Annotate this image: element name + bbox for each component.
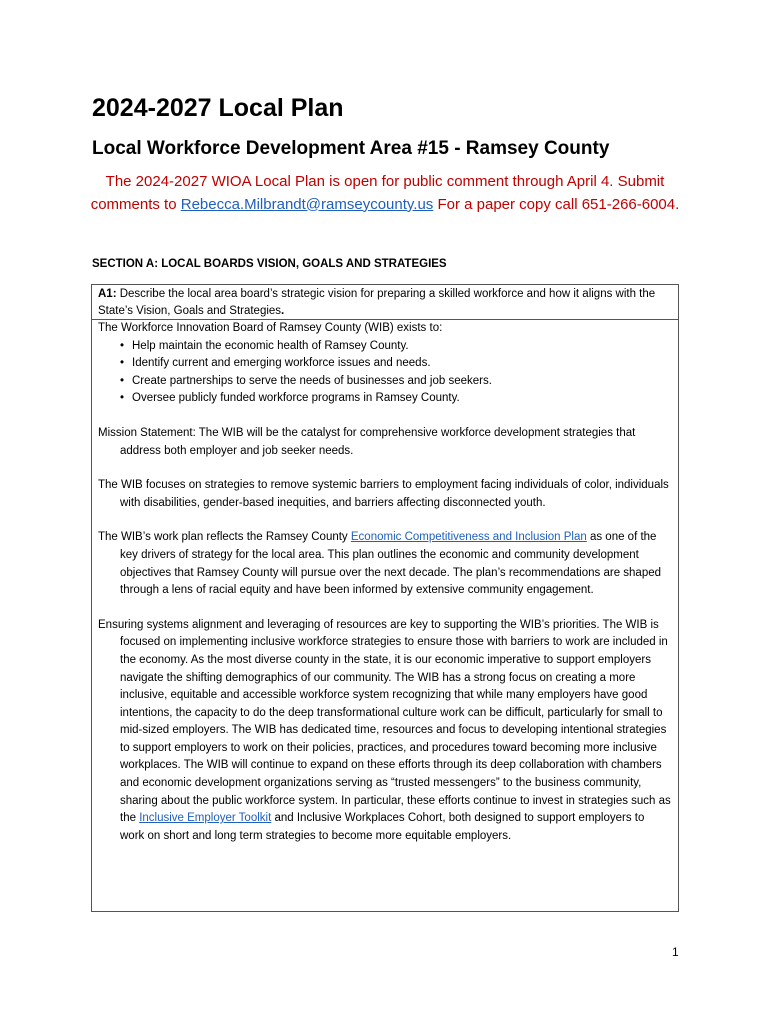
alignment-text-after: and Inclusive Workplaces Cohort, both designed to support employers to work on short and long term strategies to become more equitable employers. [120,812,645,842]
section-heading: SECTION A: LOCAL BOARDS VISION, GOALS AND STRATEGIES [92,258,447,270]
section-a1-box [91,284,679,912]
bullet-icon: • [120,339,125,352]
economic-plan-link[interactable]: Economic Competitiveness and Inclusion Plan [350,531,587,544]
list-item [120,373,671,391]
list-item-text: Identify current and emerging workforce issues and needs. [132,357,431,370]
page-number: 1 [672,945,679,959]
notice-text-after: For a paper copy call 651-266-6004. [433,195,680,213]
notice-text-before: The 2024-2027 WIOA Local Plan is open for public comment through April 4. Submit comments to [90,173,665,213]
page-subtitle: Local Workforce Development Area #15 - Ramsey County [92,138,610,159]
focus-paragraph: The WIB focuses on strategies to remove systemic barriers to employment facing individuals of color, individuals with disabilities, gender-based inequities, and barriers affecting disconnected youth. [98,479,669,509]
question-prompt [92,285,678,320]
list-item [120,355,671,373]
bullet-icon: • [120,374,125,387]
comment-email-link[interactable]: Rebecca.Milbrandt@ramseycounty.us [180,195,434,213]
bullet-icon: • [120,357,125,370]
list-item [120,338,671,356]
mission-statement: Mission Statement: The WIB will be the catalyst for comprehensive workforce development strategies that address both employer and job seeker needs. [98,426,636,457]
question-label: A1: [98,288,117,300]
purpose-list [98,338,671,408]
list-item-text: Create partnerships to serve the needs of businesses and job seekers. [132,374,492,387]
question-text: Describe the local area board’s strategic vision for preparing a skilled workforce and how it aligns with the State’s Vision, Goals and Strategies [98,288,656,317]
question-end: . [281,305,285,317]
work-plan-text-before: The WIB’s work plan reflects the Ramsey County [98,531,351,544]
list-item-text: Help maintain the economic health of Ramsey County. [132,339,409,352]
answer-body [92,320,678,845]
alignment-text-before: Ensuring systems alignment and leveraging of resources are key to supporting the WIB’s priorities. The WIB is focused on implementing inclusive workforce strategies to ensure those with barriers to work are included in the economy. As the most diverse county in the state, it is our economic imperative to support employers navigate the shifting demographics of our community. The WIB has a strong focus on creating a more inclusive, equitable and accessible workforce system recognizing that while many employers have good intentions, the capacity to do the deep transformational culture work can be difficult, particularly for small to mid-sized employers. The WIB has dedicated time, resources and focus to developing intentional strategies to support employers to work on their policies, practices, and procedures toward becoming more inclusive workplaces. The WIB will continue to expand on these efforts through its deep collaboration with chambers and economic development organizations serving as “trusted messengers” to the business community, sharing about the public workforce system. In particular, these efforts continue to invest in strategies such as the [98,618,671,825]
work-plan-text-after: as one of the key drivers of strategy for the local area. This plan outlines the economic and community development objectives that Ramsey County will pursue over the next decade. The plan’s recommendations are shaped through a lens of racial equity and have been informed by extensive community engagement. [120,531,662,597]
public-comment-notice [80,171,690,216]
work-plan-paragraph [98,529,671,599]
list-item [120,390,671,408]
page-title: 2024-2027 Local Plan [92,94,344,122]
list-item-text: Oversee publicly funded workforce programs in Ramsey County. [132,392,460,405]
bullet-icon: • [120,392,125,405]
alignment-paragraph [98,617,671,846]
intro-paragraph: The Workforce Innovation Board of Ramsey County (WIB) exists to: [98,322,443,334]
employer-toolkit-link[interactable]: Inclusive Employer Toolkit [139,812,272,825]
